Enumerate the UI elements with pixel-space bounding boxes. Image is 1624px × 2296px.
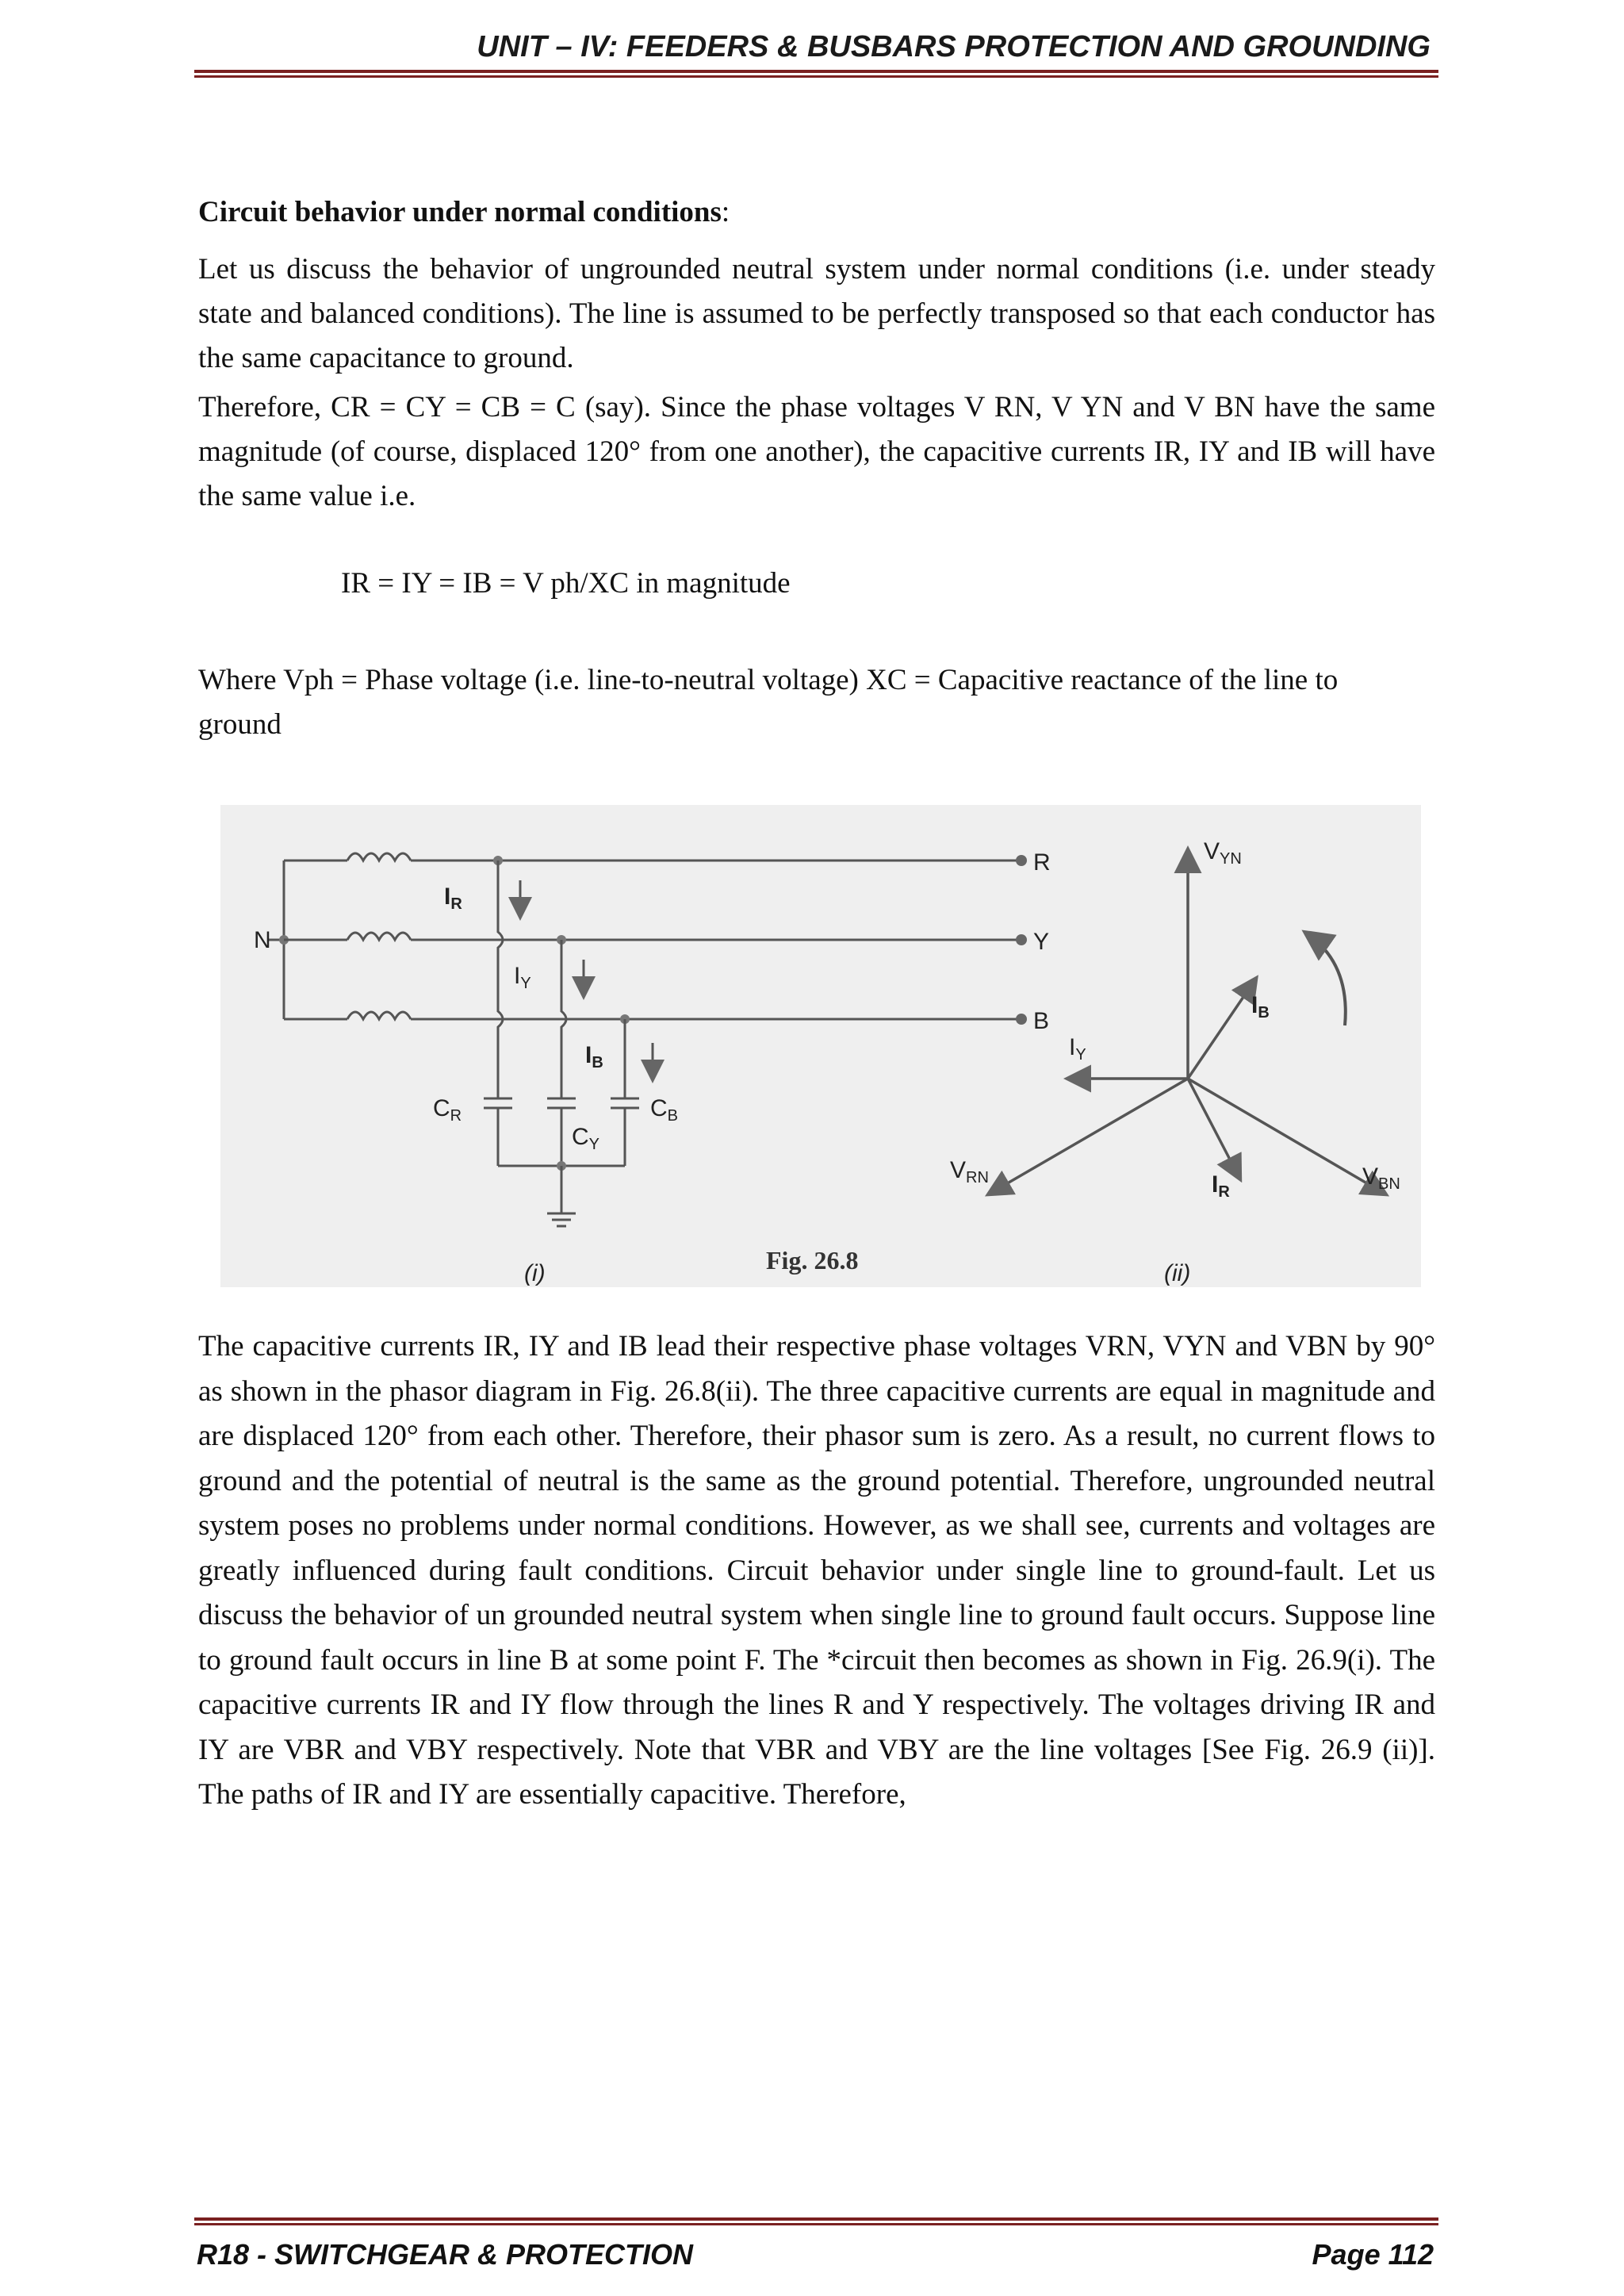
label-phasor-i-r-main: I (1212, 1171, 1219, 1198)
label-phasor-i-b-main: I (1251, 992, 1258, 1018)
header-title: UNIT – IV: FEEDERS & BUSBARS PROTECTION AND GROUNDING (477, 30, 1431, 63)
label-c-b (650, 1095, 678, 1125)
label-i-r-sub: R (450, 895, 462, 913)
label-c-r (433, 1095, 462, 1125)
footer-rule-thick (194, 2217, 1438, 2221)
label-phasor-i-b (1251, 992, 1270, 1022)
figure-caption: Fig. 26.8 (766, 1246, 859, 1274)
label-y: Y (1033, 929, 1050, 955)
terminal-r (1016, 855, 1027, 866)
paragraph-3 (198, 1324, 1435, 1818)
phasor-v-rn (990, 1079, 1188, 1194)
label-c-r-main: C (433, 1095, 450, 1121)
where-definition (198, 658, 1404, 747)
paragraph-3-text: The capacitive currents IR, IY and IB lead their respective phase voltages VRN, VYN and VBN by 90° as shown in the phasor diagram in Fig. 26.8(ii). The three capacitive currents are equal in magnitude and are displaced 120° from each other. Therefore, their phasor sum is zero. As a result, no current flows to ground and the potential of neutral is the same as the ground potential. Therefore, ungrounded neutral system poses no problems under normal conditions. However, as we shall see, currents and voltages are greatly influenced during fault conditions. Circuit behavior under single line to ground-fault. Let us discuss the behavior of un grounded neutral system when single line to ground fault occurs. Suppose line to ground fault occurs in line B at some point F. The *circuit then becomes as shown in Fig. 26.9(i). The capacitive currents IR and IY flow through the lines R and Y respectively. The voltages driving IR and IY are VBR and VBY respectively. Note that VBR and VBY are the line voltages [See Fig. 26.9 (ii)]. The paths of IR and IY are essentially capacitive. Therefore, (198, 1330, 1435, 1811)
terminal-b (1016, 1014, 1027, 1025)
label-v-bn (1362, 1163, 1400, 1193)
label-c-y-sub: Y (588, 1136, 600, 1153)
section-heading (198, 190, 1435, 235)
label-v-bn-main: V (1362, 1163, 1379, 1190)
label-v-yn-main: V (1204, 838, 1220, 864)
coil-b (347, 1012, 411, 1019)
label-v-rn-main: V (950, 1157, 967, 1183)
label-phasor-i-b-sub: B (1258, 1004, 1270, 1022)
label-phasor-i-r (1212, 1171, 1230, 1201)
label-i-y-main: I (514, 963, 521, 989)
header-rule-thick (194, 70, 1438, 73)
footer-page-number: Page 112 (1312, 2238, 1434, 2271)
subcaption-i: (i) (524, 1260, 546, 1286)
label-i-y (514, 963, 531, 992)
coil-r (347, 853, 411, 861)
current-formula: IR = IY = IB = V ph/XC in magnitude (341, 567, 791, 600)
label-c-r-sub: R (450, 1107, 462, 1125)
label-i-b-sub: B (592, 1054, 603, 1071)
label-c-b-sub: B (667, 1107, 679, 1125)
paragraph-2 (198, 385, 1435, 519)
label-v-rn-sub: RN (966, 1169, 989, 1186)
phasor-diagram (950, 838, 1400, 1286)
label-v-bn-sub: BN (1378, 1175, 1400, 1193)
coil-y (347, 933, 411, 940)
footer-rule-thin (194, 2223, 1438, 2225)
label-i-r-main: I (444, 884, 451, 910)
label-i-b-main: I (585, 1042, 592, 1068)
label-phasor-i-r-sub: R (1218, 1183, 1230, 1201)
label-c-y-main: C (572, 1124, 589, 1150)
label-b: B (1033, 1008, 1050, 1034)
label-i-r (444, 884, 462, 913)
label-i-b (585, 1042, 603, 1071)
figure-26-8 (220, 805, 1421, 1287)
label-n: N (254, 927, 271, 953)
section-heading-text: Circuit behavior under normal conditions (198, 196, 722, 228)
label-i-y-sub: Y (520, 975, 531, 992)
subcaption-ii: (ii) (1164, 1260, 1191, 1286)
drop-r (498, 861, 503, 1098)
label-phasor-i-y-main: I (1069, 1034, 1076, 1060)
label-v-rn (950, 1157, 989, 1186)
label-phasor-i-y (1069, 1034, 1086, 1064)
paragraph-2-text: Therefore, CR = CY = CB = C (say). Since the phase voltages V RN, V YN and V BN have the same magnitude (of course, displaced 120° from one another), the capacitive currents IR, IY and IB will have the same value i.e. (198, 391, 1435, 512)
paragraph-1-text: Let us discuss the behavior of ungrounded neutral system under normal conditions (i.e. under steady state and balanced conditions). The line is assumed to be perfectly transposed so that each conductor has the same capacitance to ground. (198, 253, 1435, 374)
label-c-y (572, 1124, 599, 1153)
terminal-y (1016, 934, 1027, 945)
label-c-b-main: C (650, 1095, 668, 1121)
label-v-yn (1204, 838, 1242, 868)
footer-course: R18 - SWITCHGEAR & PROTECTION (197, 2238, 694, 2271)
rotation-arrow (1307, 933, 1346, 1025)
section-heading-suffix: : (721, 196, 730, 228)
label-v-yn-sub: YN (1220, 850, 1242, 868)
where-definition-text: Where Vph = Phase voltage (i.e. line-to-neutral voltage) XC = Capacitive reactance of the line to ground (198, 664, 1339, 741)
label-phasor-i-y-sub: Y (1075, 1046, 1086, 1064)
header-rule-thin (194, 75, 1438, 78)
circuit-diagram (254, 849, 1051, 1286)
paragraph-1 (198, 247, 1435, 381)
label-r: R (1033, 849, 1051, 876)
phasor-i-b (1188, 979, 1255, 1079)
figure-svg (220, 805, 1421, 1287)
